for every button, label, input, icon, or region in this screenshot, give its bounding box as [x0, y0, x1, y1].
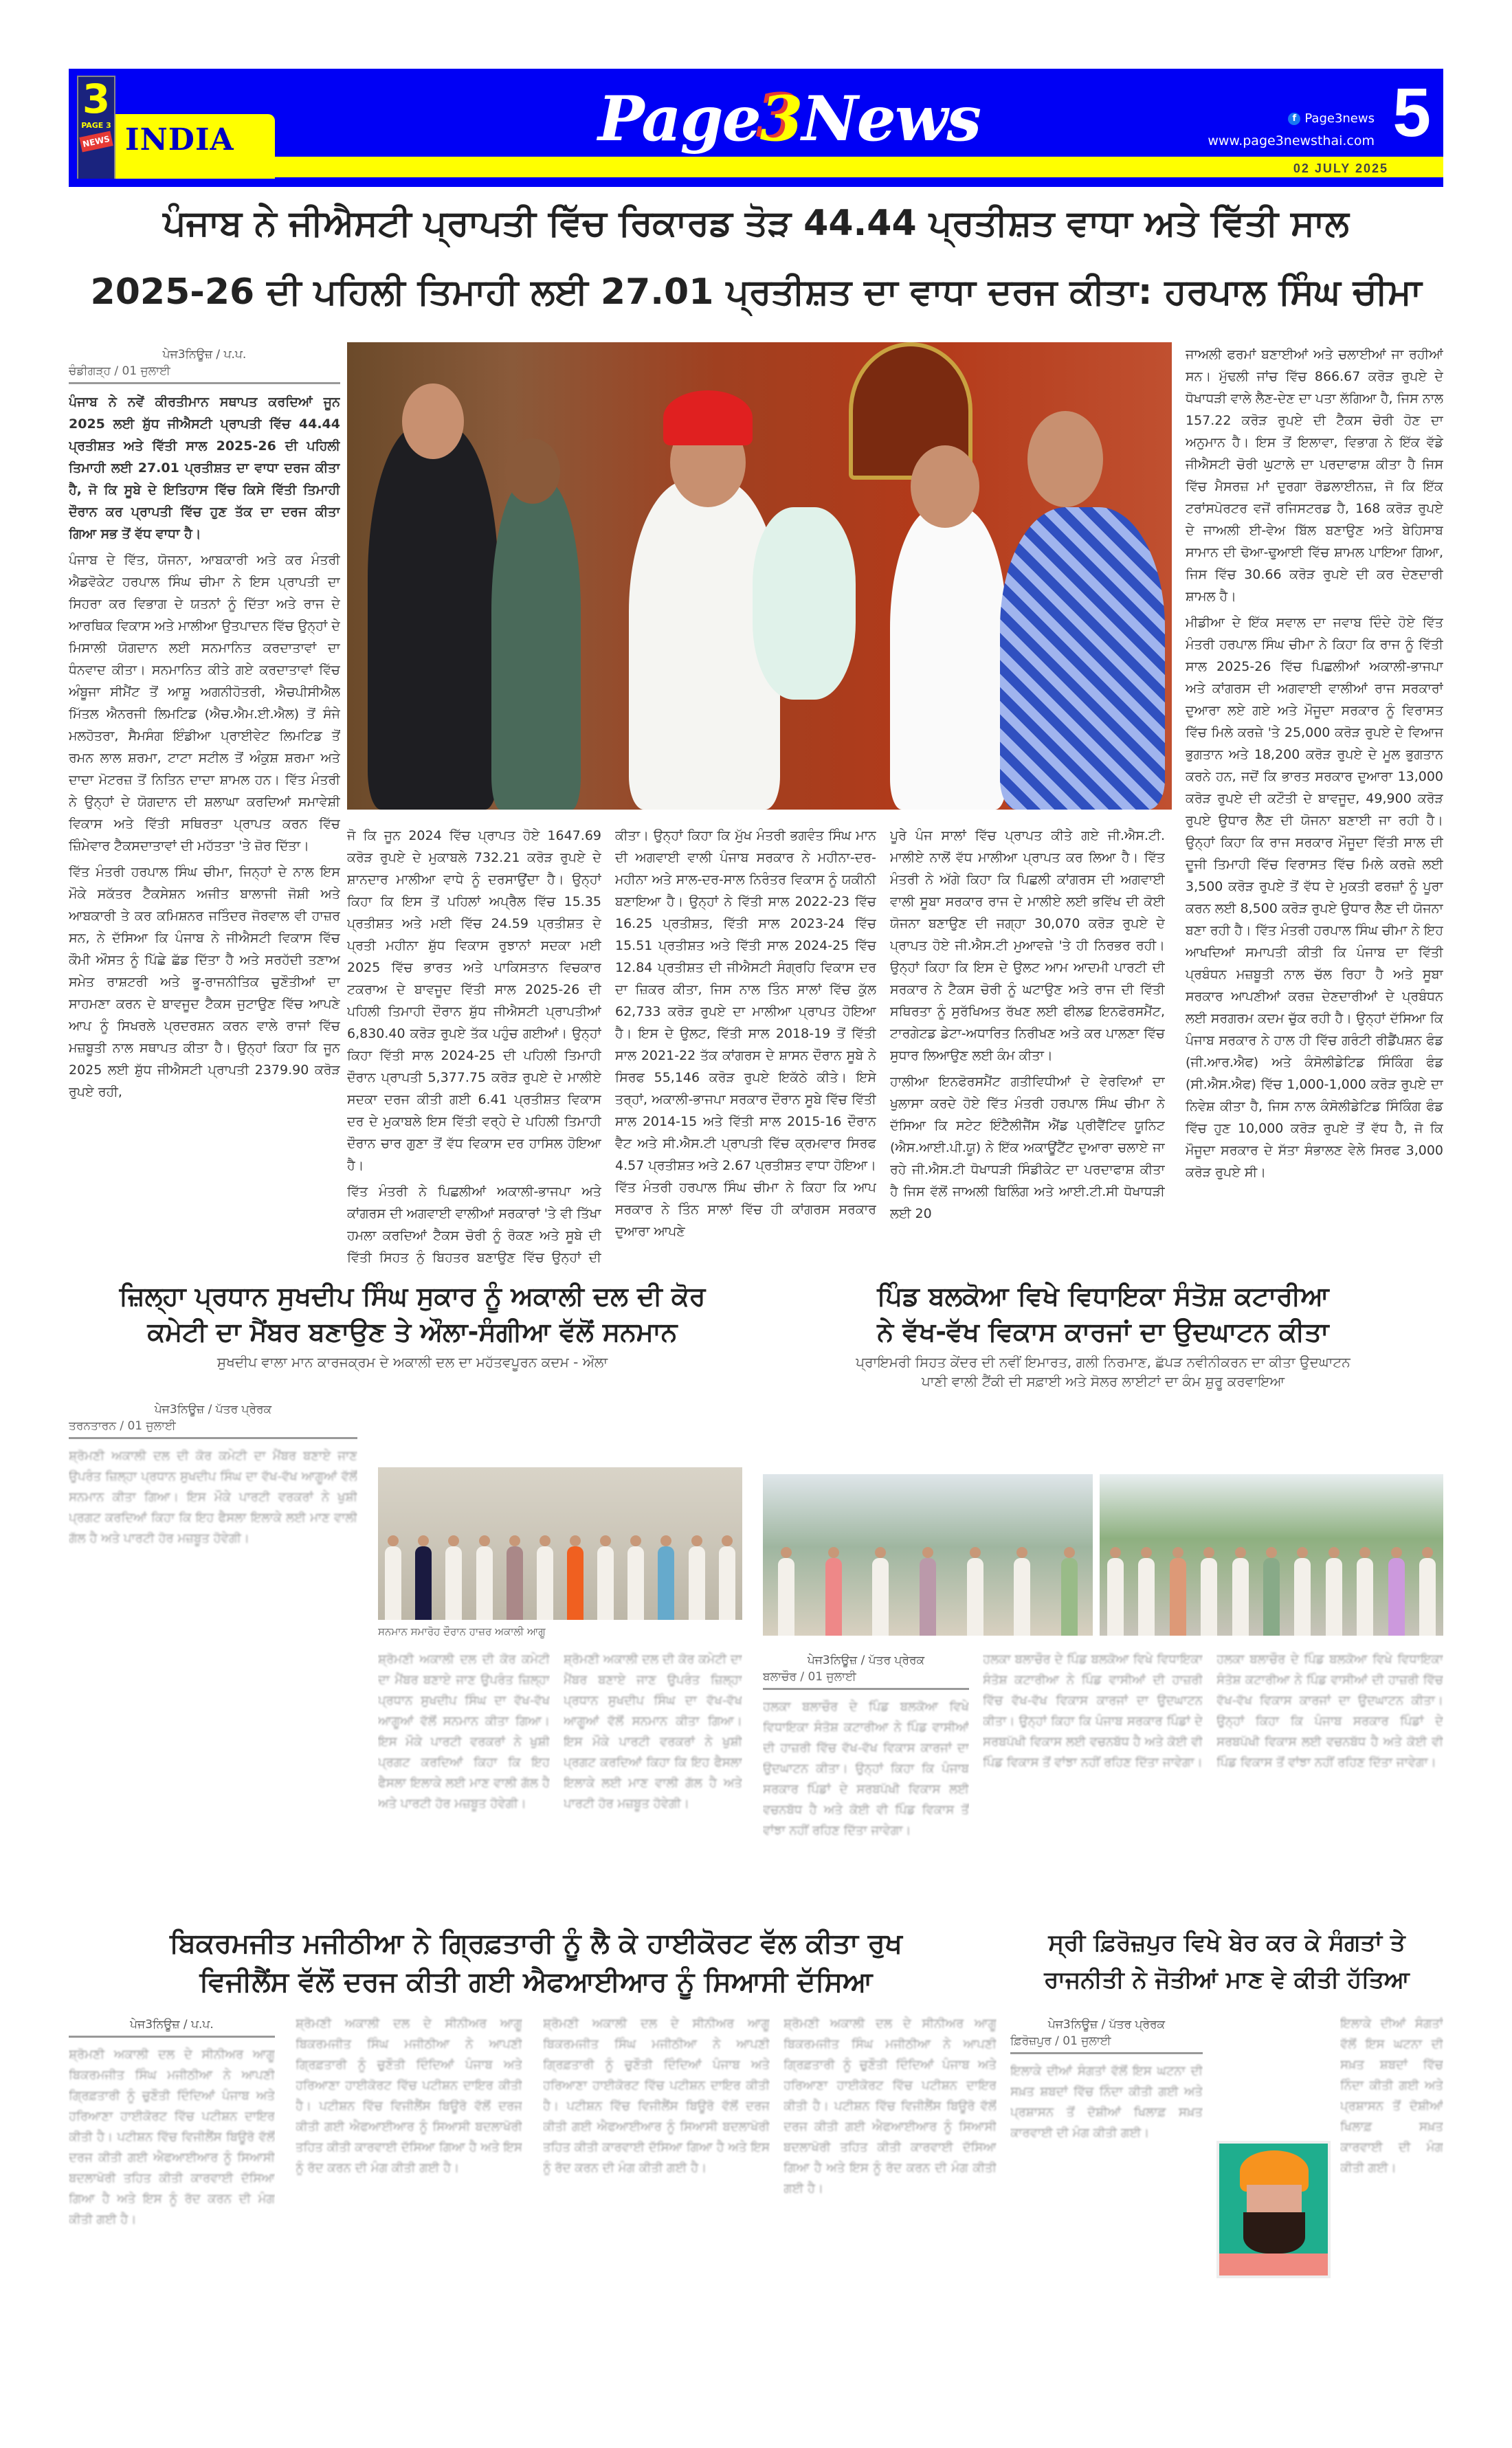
story-right-headline-1: ਪਿੰਡ ਬਲਕੋਆ ਵਿਖੇ ਵਿਧਾਇਕਾ ਸੰਤੋਸ਼ ਕਟਾਰੀਆ: [877, 1281, 1329, 1311]
logo-label: PAGE 3: [81, 121, 111, 130]
story-right-paragraph: ਹਲਕਾ ਬਲਾਚੌਰ ਦੇ ਪਿੰਡ ਬਲਕੋਆ ਵਿਖੇ ਵਿਧਾਇਕਾ ਸੰਤੋਸ਼ ਕਟਾਰੀਆ ਨੇ ਪਿੰਡ ਵਾਸੀਆਂ ਦੀ ਹਾਜ਼ਰੀ ਵਿੱਚ ਵੱਖ-ਵੱਖ ਵਿਕਾਸ ਕਾਰਜਾਂ ਦਾ ਉਦਘਾਟਨ ਕੀਤਾ। ਉਨ੍ਹਾਂ ਕਿਹਾ ਕਿ ਪੰਜਾਬ ਸਰਕਾਰ ਪਿੰਡਾਂ ਦੇ ਸਰਬਪੱਖੀ ਵਿਕਾਸ ਲਈ ਵਚਨਬੱਧ ਹੈ ਅਤੇ ਕੋਈ ਵੀ ਪਿੰਡ ਵਿਕਾਸ ਤੋਂ ਵਾਂਝਾ ਨਹੀਂ ਰਹਿਣ ਦਿੱਤਾ ਜਾਵੇਗਾ।: [1216, 1652, 1443, 1770]
story-right-byline: [763, 1649, 969, 1690]
story-bottom-left-byline: ਪੇਜ3ਨਿਊਜ਼ / ਪ.ਪ.: [69, 2014, 275, 2038]
story-bottom-left-paragraph: ਸ਼੍ਰੋਮਣੀ ਅਕਾਲੀ ਦਲ ਦੇ ਸੀਨੀਅਰ ਆਗੂ ਬਿਕਰਮਜੀਤ ਸਿੰਘ ਮਜੀਠੀਆ ਨੇ ਆਪਣੀ ਗ੍ਰਿਫ਼ਤਾਰੀ ਨੂੰ ਚੁਣੌਤੀ ਦਿੰਦਿਆਂ ਪੰਜਾਬ ਅਤੇ ਹਰਿਆਣਾ ਹਾਈਕੋਰਟ ਵਿੱਚ ਪਟੀਸ਼ਨ ਦਾਇਰ ਕੀਤੀ ਹੈ। ਪਟੀਸ਼ਨ ਵਿੱਚ ਵਿਜੀਲੈਂਸ ਬਿਊਰੋ ਵੱਲੋਂ ਦਰਜ ਕੀਤੀ ਗਈ ਐਫਆਈਆਰ ਨੂੰ ਸਿਆਸੀ ਬਦਲਾਖੋਰੀ ਤਹਿਤ ਕੀਤੀ ਕਾਰਵਾਈ ਦੱਸਿਆ ਗਿਆ ਹੈ ਅਤੇ ਇਸ ਨੂੰ ਰੱਦ ਕਰਨ ਦੀ ਮੰਗ ਕੀਤੀ ਗਈ ਹੈ।: [783, 2016, 997, 2196]
photo-person: [1000, 507, 1165, 810]
lead-headline-line-1: ਪੰਜਾਬ ਨੇ ਜੀਐਸਟੀ ਪ੍ਰਾਪਤੀ ਵਿੱਚ ਰਿਕਾਰਡ ਤੋੜ 44.44 ਪ੍ਰਤੀਸ਼ਤ ਵਾਧਾ ਅਤੇ ਵਿੱਤੀ ਸਾਲ: [163, 203, 1349, 244]
section-label: INDIA: [125, 122, 234, 157]
story-right-subhead-1: ਪ੍ਰਾਇਮਰੀ ਸਿਹਤ ਕੇਂਦਰ ਦੀ ਨਵੀਂ ਇਮਾਰਤ, ਗਲੀ ਨਿਰਮਾਣ, ਛੱਪੜ ਨਵੀਨੀਕਰਨ ਦਾ ਕੀਤਾ ਉਦਘਾਟਨ: [856, 1354, 1350, 1370]
story-right-column-1: [763, 1649, 969, 1911]
facebook-icon: f: [1288, 113, 1300, 125]
story-right-column-3: [1216, 1649, 1443, 1911]
story-bottom-right-paragraph: ਇਲਾਕੇ ਦੀਆਂ ਸੰਗਤਾਂ ਵੱਲੋਂ ਇਸ ਘਟਨਾ ਦੀ ਸਖ਼ਤ ਸ਼ਬਦਾਂ ਵਿੱਚ ਨਿੰਦਾ ਕੀਤੀ ਗਈ ਅਤੇ ਪ੍ਰਸ਼ਾਸਨ ਤੋਂ ਦੋਸ਼ੀਆਂ ਖਿਲਾਫ਼ ਸਖ਼ਤ ਕਾਰਵਾਈ ਦੀ ਮੰਗ ਕੀਤੀ ਗਈ।: [1340, 2016, 1443, 2175]
masthead-bottom-rule: [69, 179, 1443, 187]
red-turban: [663, 390, 753, 445]
facebook-handle: Page3news: [1304, 111, 1375, 126]
story-bottom-left-headline-2: ਵਿਜੀਲੈਂਸ ਵੱਲੋਂ ਦਰਜ ਕੀਤੀ ਗਈ ਐਫਆਈਆਰ ਨੂੰ ਸਿਆਸੀ ਦੱਸਿਆ: [199, 1966, 873, 1998]
website-link[interactable]: www.page3newsthai.com: [1208, 133, 1375, 148]
photo-person-head: [911, 445, 979, 528]
portrait-shirt: [1219, 2254, 1328, 2278]
masthead-yellow-band: [96, 157, 1443, 177]
photo-person-head: [1027, 411, 1103, 507]
photo-people: [1100, 1539, 1443, 1636]
lead-intro: ਪੰਜਾਬ ਨੇ ਨਵੇਂ ਕੀਰਤੀਮਾਨ ਸਥਾਪਤ ਕਰਦਿਆਂ ਜੂਨ 2025 ਲਈ ਸ਼ੁੱਧ ਜੀਐਸਟੀ ਪ੍ਰਾਪਤੀ ਵਿੱਚ 44.44 ਪ੍ਰਤੀਸ਼ਤ ਅਤੇ ਵਿੱਤੀ ਸਾਲ 2025-26 ਦੀ ਪਹਿਲੀ ਤਿਮਾਹੀ ਲਈ 27.01 ਪ੍ਰਤੀਸ਼ਤ ਦਾ ਵਾਧਾ ਦਰਜ ਕੀਤਾ ਹੈ, ਜੋ ਕਿ ਸੂਬੇ ਦੇ ਇਤਿਹਾਸ ਵਿੱਚ ਕਿਸੇ ਵਿੱਤੀ ਤਿਮਾਹੀ ਦੌਰਾਨ ਕਰ ਪ੍ਰਾਪਤੀ ਵਿੱਚ ਹੁਣ ਤੱਕ ਦਾ ਦਰਜ ਕੀਤਾ ਗਿਆ ਸਭ ਤੋਂ ਵੱਧ ਵਾਧਾ ਹੈ।: [69, 394, 340, 542]
lead-column-1: [69, 344, 340, 1265]
story-left-paragraph: ਸ਼੍ਰੋਮਣੀ ਅਕਾਲੀ ਦਲ ਦੀ ਕੋਰ ਕਮੇਟੀ ਦਾ ਮੈਂਬਰ ਬਣਾਏ ਜਾਣ ਉਪਰੰਤ ਜ਼ਿਲ੍ਹਾ ਪ੍ਰਧਾਨ ਸੁਖਦੀਪ ਸਿੰਘ ਦਾ ਵੱਖ-ਵੱਖ ਆਗੂਆਂ ਵੱਲੋਂ ਸਨਮਾਨ ਕੀਤਾ ਗਿਆ। ਇਸ ਮੌਕੇ ਪਾਰਟੀ ਵਰਕਰਾਂ ਨੇ ਖੁਸ਼ੀ ਪ੍ਰਗਟ ਕਰਦਿਆਂ ਕਿਹਾ ਕਿ ਇਹ ਫੈਸਲਾ ਇਲਾਕੇ ਲਈ ਮਾਣ ਵਾਲੀ ਗੱਲ ਹੈ ਅਤੇ ਪਾਰਟੀ ਹੋਰ ਮਜ਼ਬੂਤ ਹੋਵੇਗੀ।: [378, 1652, 550, 1811]
story-bottom-right-headline-1: ਸ੍ਰੀ ਫ਼ਿਰੋਜ਼ਪੁਰ ਵਿਖੇ ਬੇਰ ਕਰ ਕੇ ਸੰਗਤਾਂ ਤੇ: [1048, 1929, 1405, 1957]
dateline: ਤਰਨਤਾਰਨ / 01 ਜੁਲਾਈ: [69, 1419, 176, 1433]
story-bottom-right-paragraph: ਇਲਾਕੇ ਦੀਆਂ ਸੰਗਤਾਂ ਵੱਲੋਂ ਇਸ ਘਟਨਾ ਦੀ ਸਖ਼ਤ ਸ਼ਬਦਾਂ ਵਿੱਚ ਨਿੰਦਾ ਕੀਤੀ ਗਈ ਅਤੇ ਪ੍ਰਸ਼ਾਸਨ ਤੋਂ ਦੋਸ਼ੀਆਂ ਖਿਲਾਫ਼ ਸਖ਼ਤ ਕਾਰਵਾਈ ਦੀ ਮੰਗ ਕੀਤੀ ਗਈ।: [1010, 2064, 1203, 2140]
page-number: 5: [1392, 74, 1431, 151]
newspaper-title: [598, 82, 980, 155]
story-bottom-left-paragraph: ਸ਼੍ਰੋਮਣੀ ਅਕਾਲੀ ਦਲ ਦੇ ਸੀਨੀਅਰ ਆਗੂ ਬਿਕਰਮਜੀਤ ਸਿੰਘ ਮਜੀਠੀਆ ਨੇ ਆਪਣੀ ਗ੍ਰਿਫ਼ਤਾਰੀ ਨੂੰ ਚੁਣੌਤੀ ਦਿੰਦਿਆਂ ਪੰਜਾਬ ਅਤੇ ਹਰਿਆਣਾ ਹਾਈਕੋਰਟ ਵਿੱਚ ਪਟੀਸ਼ਨ ਦਾਇਰ ਕੀਤੀ ਹੈ। ਪਟੀਸ਼ਨ ਵਿੱਚ ਵਿਜੀਲੈਂਸ ਬਿਊਰੋ ਵੱਲੋਂ ਦਰਜ ਕੀਤੀ ਗਈ ਐਫਆਈਆਰ ਨੂੰ ਸਿਆਸੀ ਬਦਲਾਖੋਰੀ ਤਹਿਤ ਕੀਤੀ ਕਾਰਵਾਈ ਦੱਸਿਆ ਗਿਆ ਹੈ ਅਤੇ ਇਸ ਨੂੰ ਰੱਦ ਕਰਨ ਦੀ ਮੰਗ ਕੀਤੀ ਗਈ ਹੈ।: [296, 2016, 522, 2175]
story-bottom-right-headline-2: ਰਾਜਨੀਤੀ ਨੇ ਜੋਤੀਆਂ ਮਾਣ ਵੇ ਕੀਤੀ ਹੱਤਿਆ: [1044, 1966, 1410, 1994]
lead-paragraph: ਜਾਅਲੀ ਫਰਮਾਂ ਬਣਾਈਆਂ ਅਤੇ ਚਲਾਈਆਂ ਜਾ ਰਹੀਆਂ ਸਨ। ਮੁੱਢਲੀ ਜਾਂਚ ਵਿੱਚ 866.67 ਕਰੋੜ ਰੁਪਏ ਦੇ ਧੋਖਾਧੜੀ ਵਾਲੇ ਲੈਣ-ਦੇਣ ਦਾ ਪਤਾ ਲੱਗਿਆ ਹੈ, ਜਿਸ ਨਾਲ 157.22 ਕਰੋੜ ਰੁਪਏ ਦੀ ਟੈਕਸ ਚੋਰੀ ਹੋਣ ਦਾ ਅਨੁਮਾਨ ਹੈ। ਇਸ ਤੋਂ ਇਲਾਵਾ, ਵਿਭਾਗ ਨੇ ਇੱਕ ਵੱਡੇ ਜੀਐਸਟੀ ਚੋਰੀ ਘੁਟਾਲੇ ਦਾ ਪਰਦਾਫਾਸ਼ ਕੀਤਾ ਹੈ ਜਿਸ ਵਿੱਚ ਮੈਸਰਜ਼ ਮਾਂ ਦੁਰਗਾ ਰੋਡਲਾਈਨਜ਼, ਜੋ ਕਿ ਇੱਕ ਟਰਾਂਸਪੋਰਟਰ ਵਜੋਂ ਰਜਿਸਟਰਡ ਹੈ, 168 ਕਰੋੜ ਰੁਪਏ ਦੇ ਜਾਅਲੀ ਈ-ਵੇਅ ਬਿੱਲ ਬਣਾਉਣ ਅਤੇ ਬੇਹਿਸਾਬ ਸਾਮਾਨ ਦੀ ਢੋਆ-ਢੁਆਈ ਵਿੱਚ ਸ਼ਾਮਲ ਪਾਇਆ ਗਿਆ, ਜਿਸ ਵਿੱਚ 30.66 ਕਰੋੜ ਰੁਪਏ ਦੀ ਕਰ ਦੇਣਦਾਰੀ ਸ਼ਾਮਲ ਹੈ।: [1186, 347, 1443, 604]
photo-person: [491, 480, 581, 810]
story-left-headline-1: ਜ਼ਿਲ੍ਹਾ ਪ੍ਰਧਾਨ ਸੁਖਦੀਪ ਸਿੰਘ ਸੁਕਾਰ ਨੂੰ ਅਕਾਲੀ ਦਲ ਦੀ ਕੋਰ: [119, 1281, 706, 1311]
dateline: ਫ਼ਿਰੋਜ਼ਪੁਰ / 01 ਜੁਲਾਈ: [1010, 2034, 1111, 2048]
story-left-byline: [69, 1399, 357, 1439]
dateline: ਬਲਾਚੌਰ / 01 ਜੁਲਾਈ: [763, 1670, 856, 1684]
photo-people: [378, 1528, 742, 1620]
story-left-column-3: [564, 1649, 742, 1911]
story-bottom-right-byline: [1010, 2014, 1203, 2054]
story-bottom-left-column-1: [69, 2014, 275, 2426]
story-bottom-left-column-3: [543, 2014, 770, 2426]
logo-news-badge: NEWS: [79, 131, 113, 152]
facebook-link[interactable]: [1288, 111, 1375, 126]
lead-paragraph: ਵਿੱਤ ਮੰਤਰੀ ਹਰਪਾਲ ਸਿੰਘ ਚੀਮਾ, ਜਿਨ੍ਹਾਂ ਦੇ ਨਾਲ ਇਸ ਮੌਕੇ ਸਕੱਤਰ ਟੈਕਸੇਸ਼ਨ ਅਜੀਤ ਬਾਲਾਜੀ ਜੋਸ਼ੀ ਅਤੇ ਆਬਕਾਰੀ ਤੇ ਕਰ ਕਮਿਸ਼ਨਰ ਜਤਿੰਦਰ ਜੋਰਵਾਲ ਵੀ ਹਾਜ਼ਰ ਸਨ, ਨੇ ਦੱਸਿਆ ਕਿ ਪੰਜਾਬ ਨੇ ਜੀਐਸਟੀ ਵਿਕਾਸ ਵਿੱਚ ਕੌਮੀ ਔਸਤ ਨੂੰ ਪਿੱਛੇ ਛੱਡ ਦਿੱਤਾ ਹੈ ਅਤੇ ਸਰਹੱਦੀ ਤਣਾਅ ਸਮੇਤ ਰਾਸ਼ਟਰੀ ਅਤੇ ਭੂ-ਰਾਜਨੀਤਿਕ ਚੁਣੌਤੀਆਂ ਦਾ ਸਾਹਮਣਾ ਕਰਨ ਦੇ ਬਾਵਜੂਦ ਟੈਕਸ ਜੁਟਾਉਣ ਵਿੱਚ ਆਪਣੇ ਆਪ ਨੂੰ ਸਿਖਰਲੇ ਪ੍ਰਦਰਸ਼ਨ ਕਰਨ ਵਾਲੇ ਰਾਜਾਂ ਵਿੱਚ ਮਜ਼ਬੂਤੀ ਨਾਲ ਸਥਾਪਤ ਕੀਤਾ ਹੈ। ਉਨ੍ਹਾਂ ਕਿਹਾ ਕਿ ਜੂਨ 2025 ਲਈ ਸ਼ੁੱਧ ਜੀਐਸਟੀ ਪ੍ਰਾਪਤੀ 2379.90 ਕਰੋੜ ਰੁਪਏ ਰਹੀ,: [69, 865, 340, 1100]
lead-headline-line-2: 2025-26 ਦੀ ਪਹਿਲੀ ਤਿਮਾਹੀ ਲਈ 27.01 ਪ੍ਰਤੀਸ਼ਤ ਦਾ ਵਾਧਾ ਦਰਜ ਕੀਤਾ: ਹਰਪਾਲ ਸਿੰਘ ਚੀਮਾ: [90, 271, 1422, 313]
lead-paragraph: ਮੀਡੀਆ ਦੇ ਇੱਕ ਸਵਾਲ ਦਾ ਜਵਾਬ ਦਿੰਦੇ ਹੋਏ ਵਿੱਤ ਮੰਤਰੀ ਹਰਪਾਲ ਸਿੰਘ ਚੀਮਾ ਨੇ ਕਿਹਾ ਕਿ ਰਾਜ ਨੂੰ ਵਿੱਤੀ ਸਾਲ 2025-26 ਵਿੱਚ ਪਿਛਲੀਆਂ ਅਕਾਲੀ-ਭਾਜਪਾ ਅਤੇ ਕਾਂਗਰਸ ਦੀ ਅਗਵਾਈ ਵਾਲੀਆਂ ਰਾਜ ਸਰਕਾਰਾਂ ਦੁਆਰਾ ਲਏ ਗਏ ਅਤੇ ਮੌਜੂਦਾ ਸਰਕਾਰ ਨੂੰ ਵਿਰਾਸਤ ਵਿੱਚ ਮਿਲੇ ਕਰਜ਼ੇ 'ਤੇ 25,000 ਕਰੋੜ ਰੁਪਏ ਦੇ ਵਿਆਜ ਭੁਗਤਾਨ ਅਤੇ 18,200 ਕਰੋੜ ਰੁਪਏ ਦੇ ਮੂਲ ਭੁਗਤਾਨ ਕਰਨੇ ਹਨ, ਜਦੋਂ ਕਿ ਭਾਰਤ ਸਰਕਾਰ ਦੁਆਰਾ 13,000 ਕਰੋੜ ਰੁਪਏ ਦੀ ਕਟੌਤੀ ਦੇ ਬਾਵਜੂਦ, 49,900 ਕਰੋੜ ਰੁਪਏ ਉਧਾਰ ਲੈਣ ਦੀ ਯੋਜਨਾ ਬਣਾਈ ਜਾ ਰਹੀ ਹੈ। ਉਨ੍ਹਾਂ ਕਿਹਾ ਕਿ ਰਾਜ ਸਰਕਾਰ ਮੌਜੂਦਾ ਵਿੱਤੀ ਸਾਲ ਦੀ ਦੂਜੀ ਤਿਮਾਹੀ ਵਿੱਚ ਵਿਰਾਸਤ ਵਿੱਚ ਮਿਲੇ ਕਰਜ਼ੇ ਲਈ 3,500 ਕਰੋੜ ਰੁਪਏ ਤੋਂ ਵੱਧ ਦੇ ਮੁਕਤੀ ਫਰਜ਼ਾਂ ਨੂੰ ਪੂਰਾ ਕਰਨ ਲਈ 8,500 ਕਰੋੜ ਰੁਪਏ ਉਧਾਰ ਲੈਣ ਦੀ ਯੋਜਨਾ ਬਣਾ ਰਹੀ ਹੈ। ਵਿੱਤ ਮੰਤਰੀ ਹਰਪਾਲ ਸਿੰਘ ਚੀਮਾ ਨੇ ਇਹ ਆਖਦਿਆਂ ਸਮਾਪਤੀ ਕੀਤੀ ਕਿ ਪੰਜਾਬ ਦਾ ਵਿੱਤੀ ਪ੍ਰਬੰਧਨ ਮਜ਼ਬੂਤੀ ਨਾਲ ਚੱਲ ਰਿਹਾ ਹੈ ਅਤੇ ਸੂਬਾ ਸਰਕਾਰ ਆਪਣੀਆਂ ਕਰਜ਼ ਦੇਣਦਾਰੀਆਂ ਦੇ ਪ੍ਰਬੰਧਨ ਲਈ ਸਰਗਰਮ ਕਦਮ ਚੁੱਕ ਰਹੀ ਹੈ। ਉਨ੍ਹਾਂ ਦੱਸਿਆ ਕਿ ਪੰਜਾਬ ਸਰਕਾਰ ਨੇ ਹਾਲ ਹੀ ਵਿੱਚ ਗਰੰਟੀ ਰੀਡੈਂਪਸ਼ਨ ਫੰਡ (ਜੀ.ਆਰ.ਐਫ) ਅਤੇ ਕੰਸੋਲੀਡੇਟਿਡ ਸਿੰਕਿੰਗ ਫੰਡ (ਸੀ.ਐਸ.ਐਫ) ਵਿੱਚ 1,000-1,000 ਕਰੋੜ ਰੁਪਏ ਦਾ ਨਿਵੇਸ਼ ਕੀਤਾ ਹੈ, ਜਿਸ ਨਾਲ ਕੰਸੋਲੀਡੇਟਿਡ ਸਿੰਕਿੰਗ ਫੰਡ ਵਿੱਚ ਹੁਣ 10,000 ਕਰੋੜ ਰੁਪਏ ਤੋਂ ਵੱਧ ਹੈ, ਜੋ ਕਿ ਮੌਜੂਦਾ ਸਰਕਾਰ ਦੇ ਸੱਤਾ ਸੰਭਾਲਣ ਵੇਲੇ ਸਿਰਫ 3,000 ਕਰੋੜ ਰੁਪਏ ਸੀ।: [1186, 615, 1443, 1180]
lead-paragraph: ਹਾਲੀਆ ਇਨਫੋਰਸਮੈਂਟ ਗਤੀਵਿਧੀਆਂ ਦੇ ਵੇਰਵਿਆਂ ਦਾ ਖੁਲਾਸਾ ਕਰਦੇ ਹੋਏ ਵਿੱਤ ਮੰਤਰੀ ਹਰਪਾਲ ਸਿੰਘ ਚੀਮਾ ਨੇ ਦੱਸਿਆ ਕਿ ਸਟੇਟ ਇੰਟੈਲੀਜੈਂਸ ਐਂਡ ਪ੍ਰੀਵੈਂਟਿਵ ਯੂਨਿਟ (ਐਸ.ਆਈ.ਪੀ.ਯੂ) ਨੇ ਇੱਕ ਅਕਾਊਂਟੈਂਟ ਦੁਆਰਾ ਚਲਾਏ ਜਾ ਰਹੇ ਜੀ.ਐਸ.ਟੀ ਧੋਖਾਧੜੀ ਸਿੰਡੀਕੇਟ ਦਾ ਪਰਦਾਫਾਸ਼ ਕੀਤਾ ਹੈ ਜਿਸ ਵੱਲੋਂ ਜਾਅਲੀ ਬਿਲਿੰਗ ਅਤੇ ਆਈ.ਟੀ.ਸੀ ਧੋਖਾਧੜੀ ਲਈ 20: [890, 1074, 1165, 1221]
story-right-photo-villagers: [1100, 1474, 1443, 1636]
portrait-beard: [1243, 2212, 1305, 2254]
story-bottom-left-paragraph: ਸ਼੍ਰੋਮਣੀ ਅਕਾਲੀ ਦਲ ਦੇ ਸੀਨੀਅਰ ਆਗੂ ਬਿਕਰਮਜੀਤ ਸਿੰਘ ਮਜੀਠੀਆ ਨੇ ਆਪਣੀ ਗ੍ਰਿਫ਼ਤਾਰੀ ਨੂੰ ਚੁਣੌਤੀ ਦਿੰਦਿਆਂ ਪੰਜਾਬ ਅਤੇ ਹਰਿਆਣਾ ਹਾਈਕੋਰਟ ਵਿੱਚ ਪਟੀਸ਼ਨ ਦਾਇਰ ਕੀਤੀ ਹੈ। ਪਟੀਸ਼ਨ ਵਿੱਚ ਵਿਜੀਲੈਂਸ ਬਿਊਰੋ ਵੱਲੋਂ ਦਰਜ ਕੀਤੀ ਗਈ ਐਫਆਈਆਰ ਨੂੰ ਸਿਆਸੀ ਬਦਲਾਖੋਰੀ ਤਹਿਤ ਕੀਤੀ ਕਾਰਵਾਈ ਦੱਸਿਆ ਗਿਆ ਹੈ ਅਤੇ ਇਸ ਨੂੰ ਰੱਦ ਕਰਨ ਦੀ ਮੰਗ ਕੀਤੀ ਗਈ ਹੈ।: [69, 2047, 275, 2227]
byline-agency: ਪੇਜ3ਨਿਊਜ਼ / ਪੱਤਰ ਪ੍ਰੇਰਕ: [154, 1403, 272, 1416]
title-suffix: News: [801, 82, 981, 155]
dateline: ਚੰਡੀਗੜ੍ਹ / 01 ਜੁਲਾਈ: [69, 364, 170, 378]
lead-paragraph: ਜੋ ਕਿ ਜੂਨ 2024 ਵਿੱਚ ਪ੍ਰਾਪਤ ਹੋਏ 1647.69 ਕਰੋੜ ਰੁਪਏ ਦੇ ਮੁਕਾਬਲੇ 732.21 ਕਰੋੜ ਰੁਪਏ ਦੇ ਸ਼ਾਨਦਾਰ ਮਾਲੀਆ ਵਾਧੇ ਨੂੰ ਦਰਸਾਉਂਦਾ ਹੈ। ਉਨ੍ਹਾਂ ਕਿਹਾ ਕਿ ਇਸ ਤੋਂ ਪਹਿਲਾਂ ਅਪ੍ਰੈਲ ਵਿੱਚ 15.35 ਪ੍ਰਤੀਸ਼ਤ ਅਤੇ ਮਈ ਵਿੱਚ 24.59 ਪ੍ਰਤੀਸ਼ਤ ਦੇ ਪ੍ਰਤੀ ਮਹੀਨਾ ਸ਼ੁੱਧ ਵਿਕਾਸ ਰੁਝਾਨਾਂ ਸਦਕਾ ਮਈ 2025 ਵਿੱਚ ਭਾਰਤ ਅਤੇ ਪਾਕਿਸਤਾਨ ਵਿਚਕਾਰ ਟਕਰਾਅ ਦੇ ਬਾਵਜੂਦ ਵਿੱਤੀ ਸਾਲ 2025-26 ਦੀ ਪਹਿਲੀ ਤਿਮਾਹੀ ਦੌਰਾਨ ਸ਼ੁੱਧ ਜੀਐਸਟੀ ਪ੍ਰਾਪਤੀਆਂ 6,830.40 ਕਰੋੜ ਰੁਪਏ ਤੱਕ ਪਹੁੰਚ ਗਈਆਂ। ਉਨ੍ਹਾਂ ਕਿਹਾ ਵਿੱਤੀ ਸਾਲ 2024-25 ਦੀ ਪਹਿਲੀ ਤਿਮਾਹੀ ਦੌਰਾਨ ਪ੍ਰਾਪਤੀ 5,377.75 ਕਰੋੜ ਰੁਪਏ ਦੇ ਮਾਲੀਏ ਸਦਕਾ ਦਰਜ ਕੀਤੀ ਗਈ 6.41 ਪ੍ਰਤੀਸ਼ਤ ਵਿਕਾਸ ਦਰ ਦੇ ਮੁਕਾਬਲੇ ਇਸ ਵਿੱਤੀ ਵਰ੍ਹੇ ਦੇ ਪਹਿਲੀ ਤਿਮਾਹੀ ਦੌਰਾਨ ਚਾਰ ਗੁਣਾ ਤੋਂ ਵੱਧ ਵਿਕਾਸ ਦਰ ਹਾਸਿਲ ਹੋਇਆ ਹੈ।: [347, 828, 601, 1173]
byline-agency: ਪੇਜ3ਨਿਊਜ਼ / ਪ.ਪ.: [162, 348, 247, 361]
flower-bouquet: [753, 507, 856, 700]
lead-column-4: [890, 825, 1165, 1265]
story-right-photo-inauguration: [763, 1474, 1093, 1636]
photo-person: [890, 507, 1007, 810]
issue-date: 02 JULY 2025: [1293, 162, 1388, 175]
story-left-paragraph: ਸ਼੍ਰੋਮਣੀ ਅਕਾਲੀ ਦਲ ਦੀ ਕੋਰ ਕਮੇਟੀ ਦਾ ਮੈਂਬਰ ਬਣਾਏ ਜਾਣ ਉਪਰੰਤ ਜ਼ਿਲ੍ਹਾ ਪ੍ਰਧਾਨ ਸੁਖਦੀਪ ਸਿੰਘ ਦਾ ਵੱਖ-ਵੱਖ ਆਗੂਆਂ ਵੱਲੋਂ ਸਨਮਾਨ ਕੀਤਾ ਗਿਆ। ਇਸ ਮੌਕੇ ਪਾਰਟੀ ਵਰਕਰਾਂ ਨੇ ਖੁਸ਼ੀ ਪ੍ਰਗਟ ਕਰਦਿਆਂ ਕਿਹਾ ਕਿ ਇਹ ਫੈਸਲਾ ਇਲਾਕੇ ਲਈ ਮਾਣ ਵਾਲੀ ਗੱਲ ਹੈ ਅਤੇ ਪਾਰਟੀ ਹੋਰ ਮਜ਼ਬੂਤ ਹੋਵੇਗੀ।: [564, 1652, 742, 1811]
story-bottom-left-column-2: [296, 2014, 522, 2426]
lead-paragraph: ਪੰਜਾਬ ਦੇ ਵਿੱਤ, ਯੋਜਨਾ, ਆਬਕਾਰੀ ਅਤੇ ਕਰ ਮੰਤਰੀ ਐਡਵੋਕੇਟ ਹਰਪਾਲ ਸਿੰਘ ਚੀਮਾ ਨੇ ਇਸ ਪ੍ਰਾਪਤੀ ਦਾ ਸਿਹਰਾ ਕਰ ਵਿਭਾਗ ਦੇ ਯਤਨਾਂ ਨੂੰ ਦਿੱਤਾ ਅਤੇ ਰਾਜ ਦੇ ਆਰਥਿਕ ਵਿਕਾਸ ਅਤੇ ਮਾਲੀਆ ਉਤਪਾਦਨ ਵਿੱਚ ਉਨ੍ਹਾਂ ਦੇ ਮਿਸਾਲੀ ਯੋਗਦਾਨ ਲਈ ਸਨਮਾਨਿਤ ਕਰਦਾਤਾਵਾਂ ਦਾ ਧੰਨਵਾਦ ਕੀਤਾ। ਸਨਮਾਨਿਤ ਕੀਤੇ ਗਏ ਕਰਦਾਤਾਵਾਂ ਵਿੱਚ ਅੰਬੂਜਾ ਸੀਮੈਂਟ ਤੋਂ ਆਸ਼ੂ ਅਗਨੀਹੋਤਰੀ, ਐਚਪੀਸੀਐਲ ਮਿੱਤਲ ਐਨਰਜੀ ਲਿਮਟਿਡ (ਐਚ.ਐਮ.ਈ.ਐਲ) ਤੋਂ ਸੰਜੇ ਮਲਹੋਤਰਾ, ਸੈਮਸੰਗ ਇੰਡੀਆ ਪ੍ਰਾਈਵੇਟ ਲਿਮਟਿਡ ਤੋਂ ਰਮਨ ਲਾਲ ਸ਼ਰਮਾ, ਟਾਟਾ ਸਟੀਲ ਤੋਂ ਅੰਕੁਸ਼ ਸ਼ਰਮਾ ਅਤੇ ਦਾਦਾ ਮੋਟਰਜ਼ ਤੋਂ ਨਿਤਿਨ ਦਾਦਾ ਸ਼ਾਮਲ ਹਨ। ਵਿੱਤ ਮੰਤਰੀ ਨੇ ਉਨ੍ਹਾਂ ਦੇ ਯੋਗਦਾਨ ਦੀ ਸ਼ਲਾਘਾ ਕਰਦਿਆਂ ਸਮਾਵੇਸ਼ੀ ਵਿਕਾਸ ਅਤੇ ਵਿੱਤੀ ਸਥਿਰਤਾ ਪ੍ਰਾਪਤ ਕਰਨ ਵਿੱਚ ਜ਼ਿੰਮੇਵਾਰ ਟੈਕਸਦਾਤਾਵਾਂ ਦੀ ਮਹੱਤਤਾ 'ਤੇ ਜ਼ੋਰ ਦਿੱਤਾ।: [69, 553, 340, 854]
story-bottom-left-column-4: [783, 2014, 997, 2426]
lead-photo-finance-minister: [347, 342, 1172, 810]
story-left-headline-2: ਕਮੇਟੀ ਦਾ ਮੈਂਬਰ ਬਣਾਉਣ ਤੇ ਔਲਾ-ਸੰਗੀਆ ਵੱਲੋਂ ਸਨਮਾਨ: [147, 1317, 678, 1347]
masthead: [69, 69, 1443, 179]
lead-paragraph: ਕੀਤਾ। ਉਨ੍ਹਾਂ ਕਿਹਾ ਕਿ ਮੁੱਖ ਮੰਤਰੀ ਭਗਵੰਤ ਸਿੰਘ ਮਾਨ ਦੀ ਅਗਵਾਈ ਵਾਲੀ ਪੰਜਾਬ ਸਰਕਾਰ ਨੇ ਮਹੀਨਾ-ਦਰ-ਮਹੀਨਾ ਅਤੇ ਸਾਲ-ਦਰ-ਸਾਲ ਨਿਰੰਤਰ ਵਿਕਾਸ ਨੂੰ ਯਕੀਨੀ ਬਣਾਇਆ ਹੈ। ਉਨ੍ਹਾਂ ਨੇ ਵਿੱਤੀ ਸਾਲ 2022-23 ਵਿੱਚ 16.25 ਪ੍ਰਤੀਸ਼ਤ, ਵਿੱਤੀ ਸਾਲ 2023-24 ਵਿੱਚ 15.51 ਪ੍ਰਤੀਸ਼ਤ ਅਤੇ ਵਿੱਤੀ ਸਾਲ 2024-25 ਵਿੱਚ 12.84 ਪ੍ਰਤੀਸ਼ਤ ਦੀ ਜੀਐਸਟੀ ਸੰਗ੍ਰਹਿ ਵਿਕਾਸ ਦਰ ਦਾ ਜ਼ਿਕਰ ਕੀਤਾ, ਜਿਸ ਨਾਲ ਤਿੰਨ ਸਾਲਾਂ ਵਿੱਚ ਕੁੱਲ 62,733 ਕਰੋੜ ਰੁਪਏ ਦਾ ਮਾਲੀਆ ਪ੍ਰਾਪਤ ਹੋਇਆ ਹੈ। ਇਸ ਦੇ ਉਲਟ, ਵਿੱਤੀ ਸਾਲ 2018-19 ਤੋਂ ਵਿੱਤੀ ਸਾਲ 2021-22 ਤੱਕ ਕਾਂਗਰਸ ਦੇ ਸ਼ਾਸਨ ਦੌਰਾਨ ਸੂਬੇ ਨੇ ਸਿਰਫ 55,146 ਕਰੋੜ ਰੁਪਏ ਇਕੱਠੇ ਕੀਤੇ। ਇਸੇ ਤਰ੍ਹਾਂ, ਅਕਾਲੀ-ਭਾਜਪਾ ਸਰਕਾਰ ਦੌਰਾਨ ਸੂਬੇ ਵਿੱਚ ਵਿੱਤੀ ਸਾਲ 2014-15 ਅਤੇ ਵਿੱਤੀ ਸਾਲ 2015-16 ਦੌਰਾਨ ਵੈਟ ਅਤੇ ਸੀ.ਐਸ.ਟੀ ਪ੍ਰਾਪਤੀ ਵਿੱਚ ਕ੍ਰਮਵਾਰ ਸਿਰਫ 4.57 ਪ੍ਰਤੀਸ਼ਤ ਅਤੇ 2.67 ਪ੍ਰਤੀਸ਼ਤ ਵਾਧਾ ਹੋਇਆ। ਵਿੱਤ ਮੰਤਰੀ ਹਰਪਾਲ ਸਿੰਘ ਚੀਮਾ ਨੇ ਕਿਹਾ ਕਿ ਆਪ ਸਰਕਾਰ ਨੇ ਤਿੰਨ ਸਾਲਾਂ ਵਿੱਚ ਹੀ ਕਾਂਗਰਸ ਸਰਕਾਰ ਦੁਆਰਾ ਆਪਣੇ: [615, 828, 876, 1239]
byline-agency: ਪੇਜ3ਨਿਊਜ਼ / ਪੱਤਰ ਪ੍ਰੇਰਕ: [807, 1654, 925, 1667]
page3-logo: [77, 76, 115, 180]
newspaper-page: [69, 69, 1443, 2433]
photo-people: [763, 1539, 1093, 1636]
story-bottom-right-column-1: [1010, 2014, 1203, 2426]
lead-column-5: [1186, 344, 1443, 1265]
story-bottom-right-headline-block: [1010, 1924, 1443, 1999]
story-right-paragraph: ਹਲਕਾ ਬਲਾਚੌਰ ਦੇ ਪਿੰਡ ਬਲਕੋਆ ਵਿਖੇ ਵਿਧਾਇਕਾ ਸੰਤੋਸ਼ ਕਟਾਰੀਆ ਨੇ ਪਿੰਡ ਵਾਸੀਆਂ ਦੀ ਹਾਜ਼ਰੀ ਵਿੱਚ ਵੱਖ-ਵੱਖ ਵਿਕਾਸ ਕਾਰਜਾਂ ਦਾ ਉਦਘਾਟਨ ਕੀਤਾ। ਉਨ੍ਹਾਂ ਕਿਹਾ ਕਿ ਪੰਜਾਬ ਸਰਕਾਰ ਪਿੰਡਾਂ ਦੇ ਸਰਬਪੱਖੀ ਵਿਕਾਸ ਲਈ ਵਚਨਬੱਧ ਹੈ ਅਤੇ ਕੋਈ ਵੀ ਪਿੰਡ ਵਿਕਾਸ ਤੋਂ ਵਾਂਝਾ ਨਹੀਂ ਰਹਿਣ ਦਿੱਤਾ ਜਾਵੇਗਾ।: [983, 1652, 1203, 1770]
byline-agency: ਪੇਜ3ਨਿਊਜ਼ / ਪੱਤਰ ਪ੍ਰੇਰਕ: [1047, 2018, 1166, 2032]
story-right-paragraph: ਹਲਕਾ ਬਲਾਚੌਰ ਦੇ ਪਿੰਡ ਬਲਕੋਆ ਵਿਖੇ ਵਿਧਾਇਕਾ ਸੰਤੋਸ਼ ਕਟਾਰੀਆ ਨੇ ਪਿੰਡ ਵਾਸੀਆਂ ਦੀ ਹਾਜ਼ਰੀ ਵਿੱਚ ਵੱਖ-ਵੱਖ ਵਿਕਾਸ ਕਾਰਜਾਂ ਦਾ ਉਦਘਾਟਨ ਕੀਤਾ। ਉਨ੍ਹਾਂ ਕਿਹਾ ਕਿ ਪੰਜਾਬ ਸਰਕਾਰ ਪਿੰਡਾਂ ਦੇ ਸਰਬਪੱਖੀ ਵਿਕਾਸ ਲਈ ਵਚਨਬੱਧ ਹੈ ਅਤੇ ਕੋਈ ਵੀ ਪਿੰਡ ਵਿਕਾਸ ਤੋਂ ਵਾਂਝਾ ਨਹੀਂ ਰਹਿਣ ਦਿੱਤਾ ਜਾਵੇਗਾ।: [763, 1700, 969, 1838]
story-left-paragraph: ਸ਼੍ਰੋਮਣੀ ਅਕਾਲੀ ਦਲ ਦੀ ਕੋਰ ਕਮੇਟੀ ਦਾ ਮੈਂਬਰ ਬਣਾਏ ਜਾਣ ਉਪਰੰਤ ਜ਼ਿਲ੍ਹਾ ਪ੍ਰਧਾਨ ਸੁਖਦੀਪ ਸਿੰਘ ਦਾ ਵੱਖ-ਵੱਖ ਆਗੂਆਂ ਵੱਲੋਂ ਸਨਮਾਨ ਕੀਤਾ ਗਿਆ। ਇਸ ਮੌਕੇ ਪਾਰਟੀ ਵਰਕਰਾਂ ਨੇ ਖੁਸ਼ੀ ਪ੍ਰਗਟ ਕਰਦਿਆਂ ਕਿਹਾ ਕਿ ਇਹ ਫੈਸਲਾ ਇਲਾਕੇ ਲਈ ਮਾਣ ਵਾਲੀ ਗੱਲ ਹੈ ਅਤੇ ਪਾਰਟੀ ਹੋਰ ਮਜ਼ਬੂਤ ਹੋਵੇਗੀ।: [69, 1449, 357, 1546]
story-bottom-left-paragraph: ਸ਼੍ਰੋਮਣੀ ਅਕਾਲੀ ਦਲ ਦੇ ਸੀਨੀਅਰ ਆਗੂ ਬਿਕਰਮਜੀਤ ਸਿੰਘ ਮਜੀਠੀਆ ਨੇ ਆਪਣੀ ਗ੍ਰਿਫ਼ਤਾਰੀ ਨੂੰ ਚੁਣੌਤੀ ਦਿੰਦਿਆਂ ਪੰਜਾਬ ਅਤੇ ਹਰਿਆਣਾ ਹਾਈਕੋਰਟ ਵਿੱਚ ਪਟੀਸ਼ਨ ਦਾਇਰ ਕੀਤੀ ਹੈ। ਪਟੀਸ਼ਨ ਵਿੱਚ ਵਿਜੀਲੈਂਸ ਬਿਊਰੋ ਵੱਲੋਂ ਦਰਜ ਕੀਤੀ ਗਈ ਐਫਆਈਆਰ ਨੂੰ ਸਿਆਸੀ ਬਦਲਾਖੋਰੀ ਤਹਿਤ ਕੀਤੀ ਕਾਰਵਾਈ ਦੱਸਿਆ ਗਿਆ ਹੈ ਅਤੇ ਇਸ ਨੂੰ ਰੱਦ ਕਰਨ ਦੀ ਮੰਗ ਕੀਤੀ ਗਈ ਹੈ।: [543, 2016, 770, 2175]
lead-column-2: [347, 825, 601, 1265]
story-left-column-2: [378, 1649, 550, 1911]
story-left-column-1: [69, 1399, 357, 1914]
story-left-photo-caption: ਸਨਮਾਨ ਸਮਾਰੋਹ ਦੌਰਾਨ ਹਾਜ਼ਰ ਅਕਾਲੀ ਆਗੂ: [378, 1625, 546, 1638]
title-number: 3: [759, 82, 802, 155]
story-bottom-right-column-2: [1340, 2014, 1443, 2426]
title-prefix: Page: [598, 82, 760, 155]
story-left-headline-block: [69, 1278, 756, 1372]
story-bottom-left-headline-1: ਬਿਕਰਮਜੀਤ ਮਜੀਠੀਆ ਨੇ ਗ੍ਰਿਫ਼ਤਾਰੀ ਨੂੰ ਲੈ ਕੇ ਹਾਈਕੋਰਟ ਵੱਲ ਕੀਤਾ ਰੁਖ: [170, 1928, 902, 1959]
story-bottom-right-portrait: [1216, 2141, 1331, 2278]
lead-byline: [69, 344, 340, 384]
story-right-headline-block: [763, 1278, 1443, 1391]
photo-person-head: [505, 438, 560, 504]
photo-person-head: [402, 383, 464, 459]
story-left-group-photo: [378, 1467, 742, 1620]
lead-paragraph: ਵਿੱਤ ਮੰਤਰੀ ਨੇ ਪਿਛਲੀਆਂ ਅਕਾਲੀ-ਭਾਜਪਾ ਅਤੇ ਕਾਂਗਰਸ ਦੀ ਅਗਵਾਈ ਵਾਲੀਆਂ ਸਰਕਾਰਾਂ 'ਤੇ ਵੀ ਤਿੱਖਾ ਹਮਲਾ ਕਰਦਿਆਂ ਟੈਕਸ ਚੋਰੀ ਨੂੰ ਰੋਕਣ ਅਤੇ ਸੂਬੇ ਦੀ ਵਿੱਤੀ ਸਿਹਤ ਨੂੰ ਬਿਹਤਰ ਬਣਾਉਣ ਵਿੱਚ ਉਨ੍ਹਾਂ ਦੀ: [347, 1184, 601, 1265]
photo-person: [368, 425, 498, 810]
story-right-headline-2: ਨੇ ਵੱਖ-ਵੱਖ ਵਿਕਾਸ ਕਾਰਜਾਂ ਦਾ ਉਦਘਾਟਨ ਕੀਤਾ: [877, 1317, 1329, 1347]
logo-number: 3: [82, 76, 111, 122]
story-left-subhead: ਸੁਖਦੀਪ ਵਾਲਾ ਮਾਨ ਕਾਰਜਕ੍ਰਮ ਦੇ ਅਕਾਲੀ ਦਲ ਦਾ ਮਹੱਤਵਪੂਰਨ ਕਦਮ - ਔਲਾ: [216, 1354, 608, 1370]
story-right-subhead-2: ਪਾਣੀ ਵਾਲੀ ਟੈਂਕੀ ਦੀ ਸਫ਼ਾਈ ਅਤੇ ਸੋਲਰ ਲਾਈਟਾਂ ਦਾ ਕੰਮ ਸ਼ੁਰੂ ਕਰਵਾਇਆ: [921, 1373, 1285, 1390]
story-right-column-2: [983, 1649, 1203, 1911]
lead-column-3: [615, 825, 876, 1265]
lead-paragraph: ਪੂਰੇ ਪੰਜ ਸਾਲਾਂ ਵਿੱਚ ਪ੍ਰਾਪਤ ਕੀਤੇ ਗਏ ਜੀ.ਐਸ.ਟੀ. ਮਾਲੀਏ ਨਾਲੋਂ ਵੱਧ ਮਾਲੀਆ ਪ੍ਰਾਪਤ ਕਰ ਲਿਆ ਹੈ। ਵਿੱਤ ਮੰਤਰੀ ਨੇ ਅੱਗੇ ਕਿਹਾ ਕਿ ਪਿਛਲੀ ਕਾਂਗਰਸ ਦੀ ਅਗਵਾਈ ਵਾਲੀ ਸੂਬਾ ਸਰਕਾਰ ਰਾਜ ਦੇ ਮਾਲੀਏ ਲਈ ਭਵਿੱਖ ਦੀ ਕੋਈ ਯੋਜਨਾ ਬਣਾਉਣ ਦੀ ਜਗ੍ਹਾ 30,070 ਕਰੋੜ ਰੁਪਏ ਦੇ ਪ੍ਰਾਪਤ ਹੋਏ ਜੀ.ਐਸ.ਟੀ ਮੁਆਵਜ਼ੇ 'ਤੇ ਹੀ ਨਿਰਭਰ ਰਹੀ। ਉਨ੍ਹਾਂ ਕਿਹਾ ਕਿ ਇਸ ਦੇ ਉਲਟ ਆਮ ਆਦਮੀ ਪਾਰਟੀ ਦੀ ਸਰਕਾਰ ਨੇ ਟੈਕਸ ਚੋਰੀ ਨੂੰ ਘਟਾਉਣ ਅਤੇ ਰਾਜ ਦੀ ਵਿੱਤੀ ਸਥਿਰਤਾ ਨੂੰ ਸੁਰੱਖਿਅਤ ਰੱਖਣ ਲਈ ਫੀਲਡ ਇਨਫੋਰਸਮੈਂਟ, ਟਾਰਗੇਟਡ ਡੇਟਾ-ਅਧਾਰਿਤ ਨਿਰੀਖਣ ਅਤੇ ਕਰ ਪਾਲਣਾ ਵਿੱਚ ਸੁਧਾਰ ਲਿਆਉਣ ਲਈ ਕੰਮ ਕੀਤਾ।: [890, 828, 1165, 1063]
story-bottom-left-headline-block: [69, 1924, 1003, 2001]
